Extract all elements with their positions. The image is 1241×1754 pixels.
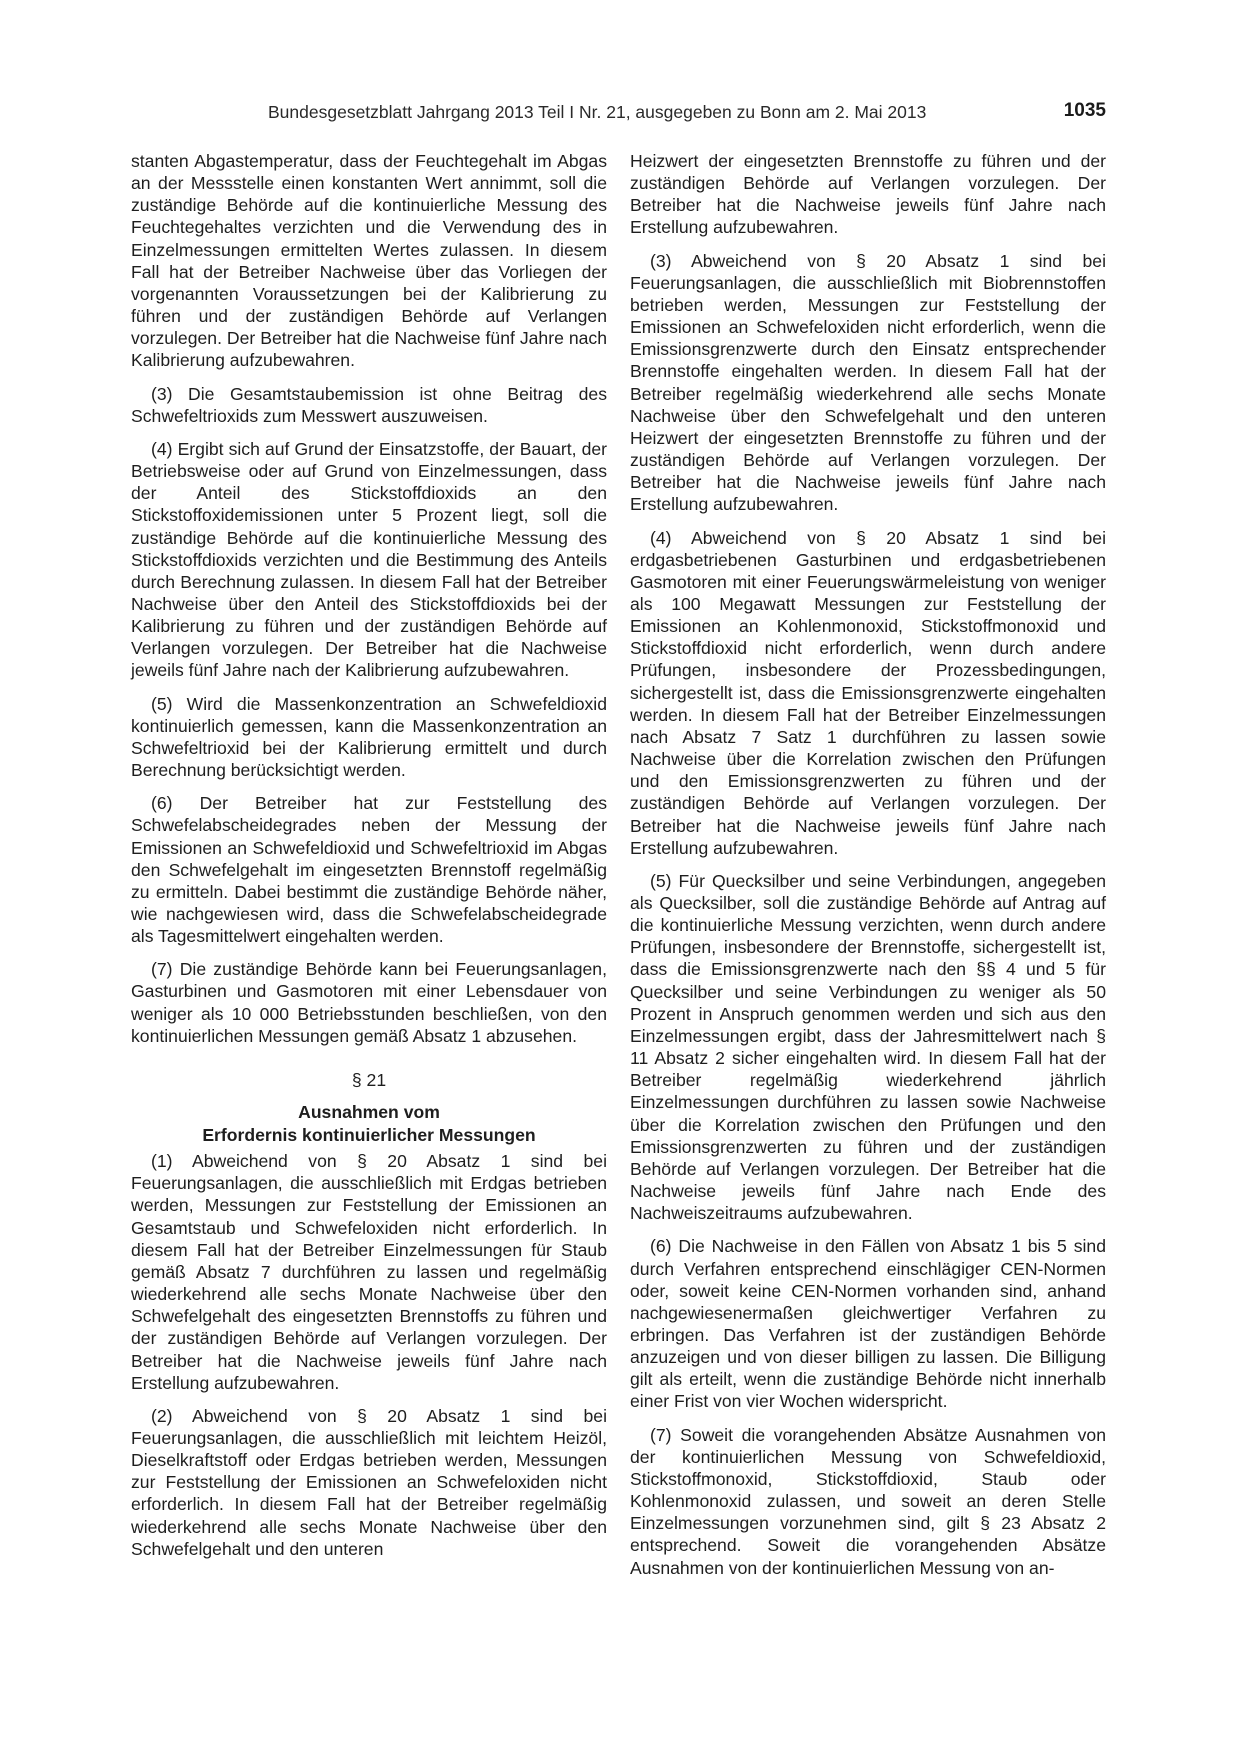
paragraph-continued: Heizwert der eingesetzten Brennstoffe zu führen und der zuständigen Behörde auf Verlangen vorzulegen. Der Betreiber hat die Nachweise jeweils fünf Jahre nach Erstellung aufzubewahren. <box>630 151 1106 238</box>
section-21-paragraph-5: (5) Für Quecksilber und seine Verbindungen, angegeben als Quecksilber, soll die zuständige Behörde auf Antrag auf die kontinuierliche Messung verzichten, wenn durch andere Prüfungen, insbesondere der Brennstoffe, sichergestellt ist, dass die Emissionsgrenzwerte nach den §§ 4 und 5 für Quecksilber und seine Verbindungen zu weniger als 50 Prozent in Anspruch genommen werden und sich aus den Einzelmessungen ergibt, dass der Jahresmittelwert nach § 11 Absatz 2 sicher eingehalten wird. In diesem Fall hat der Betreiber regelmäßig wiederkehrend jährlich Einzelmessungen durchführen zu lassen sowie Nachweise über die Korrelation zwischen den Prüfungen und den Emissionsgrenzwerten zu führen und der zuständigen Behörde auf Verlangen vorzulegen. Der Betreiber hat die Nachweise jeweils fünf Jahre nach Ende des Nachweiszeitraums aufzubewahren. <box>630 870 1106 1224</box>
paragraph-3: (3) Die Gesamtstaubemission ist ohne Beitrag des Schwefeltrioxids zum Messwert auszuweisen. <box>131 383 607 426</box>
section-number: § 21 <box>351 1069 387 1090</box>
section-21-paragraph-6: (6) Die Nachweise in den Fällen von Absatz 1 bis 5 sind durch Verfahren entsprechend einschlägiger CEN-Normen oder, soweit keine CEN-Normen vorhanden sind, anhand nachgewiesenermaßen gleichwertiger Verfahren zu erbringen. Das Verfahren ist der zuständigen Behörde anzuzeigen und von dieser billigen zu lassen. Die Billigung gilt als erteilt, wenn die zuständige Behörde nicht innerhalb einer Frist von vier Wochen widerspricht. <box>630 1236 1106 1412</box>
section-title <box>131 1101 607 1146</box>
section-21-paragraph-2: (2) Abweichend von § 20 Absatz 1 sind bei Feuerungsanlagen, die ausschließlich mit leichtem Heizöl, Dieselkraftstoff oder Erdgas betrieben werden, Messungen zur Feststellung der Emissionen an Schwefeloxiden nicht erforderlich. In diesem Fall hat der Betreiber regelmäßig wiederkehrend alle sechs Monate Nachweise über den Schwefelgehalt und den unteren <box>131 1405 607 1559</box>
paragraph-4: (4) Ergibt sich auf Grund der Einsatzstoffe, der Bauart, der Betriebsweise oder auf Grund von Einzelmessungen, dass der Anteil des Stickstoffdioxids an den Stickstoffoxidemissionen unter 5 Prozent liegt, soll die zuständige Behörde auf die kontinuierliche Messung des Stickstoffdioxids verzichten und die Bestimmung des Anteils durch Berechnung zulassen. In diesem Fall hat der Betreiber Nachweise über den Anteil des Stickstoffdioxids bei der Kalibrierung zu führen und der zuständigen Behörde auf Verlangen vorzulegen. Der Betreiber hat die Nachweise jeweils fünf Jahre nach der Kalibrierung aufzubewahren. <box>131 438 607 681</box>
paragraph-continued: stanten Abgastemperatur, dass der Feuchtegehalt im Abgas an der Messstelle einen konstanten Wert annimmt, soll die zuständige Behörde auf die kontinuierliche Messung des Feuchtegehaltes verzichten und die Verwendung des in Einzelmessungen ermittelten Wertes zulassen. In diesem Fall hat der Betreiber Nachweise über das Vorliegen der vorgenannten Voraussetzungen bei der Kalibrierung zu führen und der zuständigen Behörde auf Verlangen vorzulegen. Der Betreiber hat die Nachweise fünf Jahre nach Kalibrierung aufzubewahren. <box>131 151 607 371</box>
section-21-paragraph-4: (4) Abweichend von § 20 Absatz 1 sind bei erdgasbetriebenen Gasturbinen und erdgasbetriebenen Gasmotoren mit einer Feuerungswärmeleistung von weniger als 100 Megawatt Messungen zur Feststellung der Emissionen an Kohlenmonoxid, Stickstoffmonoxid und Stickstoffdioxid nicht erforderlich, wenn durch andere Prüfungen, insbesondere der Prozessbedingungen, sichergestellt ist, dass die Emissionsgrenzwerte eingehalten werden. In diesem Fall hat der Betreiber Einzelmessungen nach Absatz 7 Satz 1 durchführen zu lassen sowie Nachweise über die Korrelation zwischen den Prüfungen und den Emissionsgrenzwerten zu führen und der zuständigen Behörde auf Verlangen vorzulegen. Der Betreiber hat die Nachweise jeweils fünf Jahre nach Erstellung aufzubewahren. <box>630 527 1106 858</box>
page-number: 1035 <box>1063 100 1106 121</box>
paragraph-6: (6) Der Betreiber hat zur Feststellung des Schwefelabscheidegrades neben der Messung der Emissionen an Schwefeldioxid und Schwefeltrioxid im Abgas den Schwefelgehalt im eingesetzten Brennstoff regelmäßig zu ermitteln. Dabei bestimmt die zuständige Behörde näher, wie nachgewiesen wird, dass die Schwefelabscheidegrade als Tagesmittelwert eingehalten werden. <box>131 793 607 947</box>
left-column <box>131 150 607 1571</box>
section-21-paragraph-3: (3) Abweichend von § 20 Absatz 1 sind bei Feuerungsanlagen, die ausschließlich mit Biobrennstoffen betrieben werden, Messungen zur Feststellung der Emissionen an Schwefeloxiden nicht erforderlich, wenn die Emissionsgrenzwerte durch den Einsatz entsprechender Brennstoffe eingehalten werden. In diesem Fall hat der Betreiber regelmäßig wiederkehrend alle sechs Monate Nachweise über den Schwefelgehalt und den unteren Heizwert der eingesetzten Brennstoffe zu führen und der zuständigen Behörde auf Verlangen vorzulegen. Der Betreiber hat die Nachweise jeweils fünf Jahre nach Erstellung aufzubewahren. <box>630 250 1106 515</box>
right-column <box>630 150 1106 1590</box>
section-title-line-2: Erfordernis kontinuierlicher Messungen <box>202 1124 536 1145</box>
section-title-line-1: Ausnahmen vom <box>298 1102 440 1123</box>
paragraph-5: (5) Wird die Massenkonzentration an Schwefeldioxid kontinuierlich gemessen, kann die Massenkonzentration an Schwefeltrioxid bei der Kalibrierung ermittelt und durch Berechnung berücksichtigt werden. <box>131 693 607 781</box>
section-21-paragraph-7: (7) Soweit die vorangehenden Absätze Ausnahmen von der kontinuierlichen Messung von Schwefeldioxid, Stickstoffmonoxid, Stickstoffdioxid, Staub oder Kohlenmonoxid zulassen, und soweit an deren Stelle Einzelmessungen vorzunehmen sind, gilt § 23 Absatz 2 entsprechend. Soweit die vorangehenden Absätze Ausnahmen von der kontinuierlichen Messung von an- <box>630 1424 1106 1578</box>
section-21-paragraph-1: (1) Abweichend von § 20 Absatz 1 sind bei Feuerungsanlagen, die ausschließlich mit Erdgas betrieben werden, Messungen zur Feststellung der Emissionen an Gesamtstaub und Schwefeloxiden nicht erforderlich. In diesem Fall hat der Betreiber Einzelmessungen für Staub gemäß Absatz 7 durchführen zu lassen und regelmäßig wiederkehrend alle sechs Monate Nachweise über den Schwefelgehalt des eingesetzten Brennstoffs zu führen und der zuständigen Behörde auf Verlangen vorzulegen. Der Betreiber hat die Nachweise jeweils fünf Jahre nach Erstellung aufzubewahren. <box>131 1151 607 1393</box>
paragraph-7: (7) Die zuständige Behörde kann bei Feuerungsanlagen, Gasturbinen und Gasmotoren mit einer Lebensdauer von weniger als 10 000 Betriebsstunden beschließen, von den kontinuierlichen Messungen gemäß Absatz 1 abzusehen. <box>131 959 607 1046</box>
page-header <box>0 99 1241 129</box>
running-header: Bundesgesetzblatt Jahrgang 2013 Teil I Nr. 21, ausgegeben zu Bonn am 2. Mai 2013 <box>268 102 927 122</box>
